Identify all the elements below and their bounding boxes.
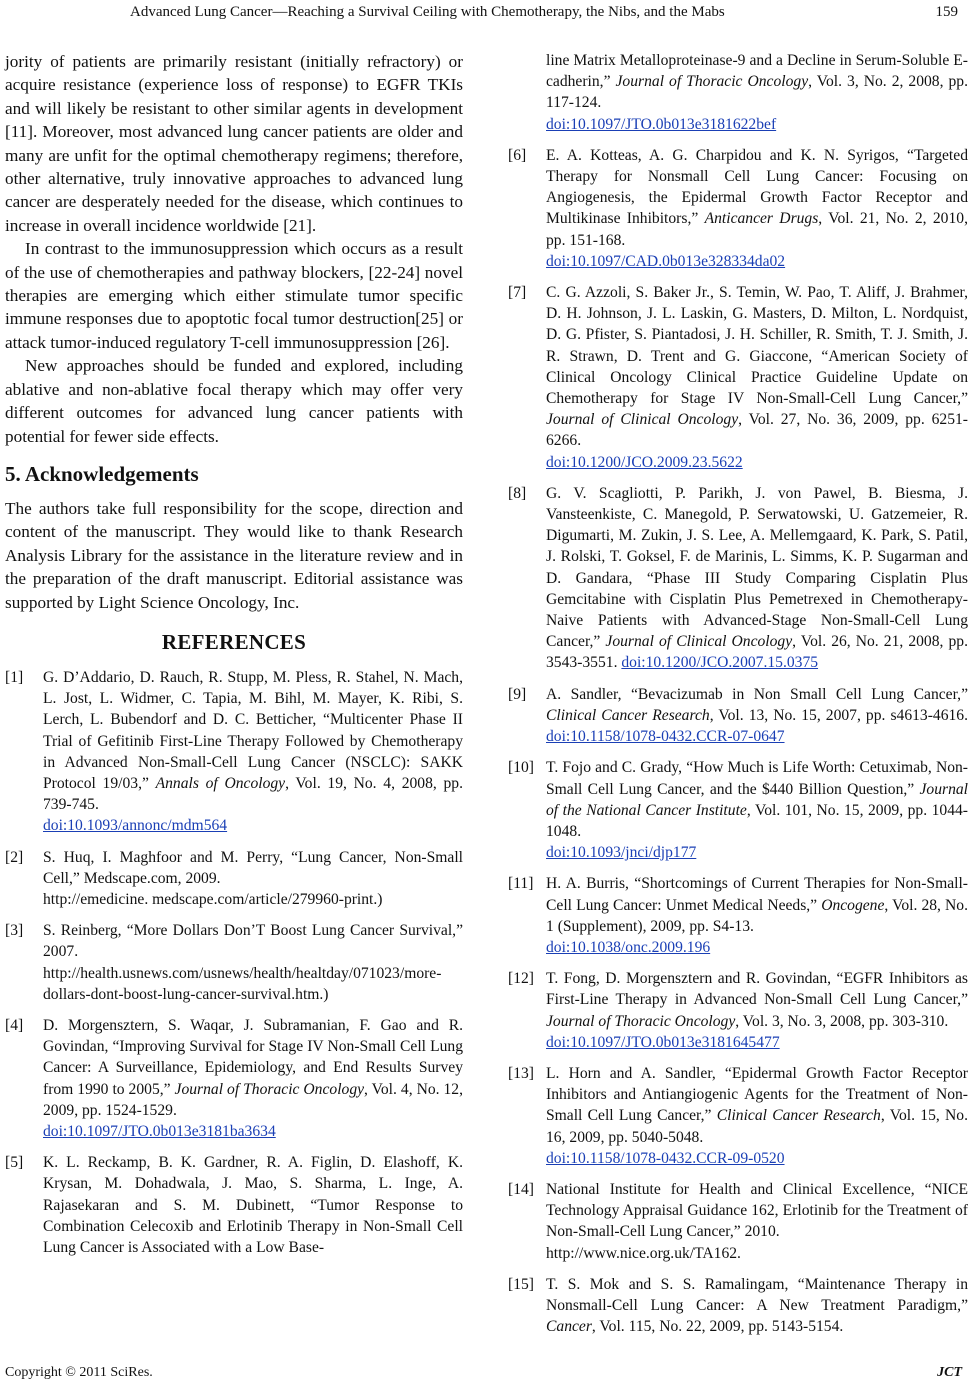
reference-text: T. Fong, D. Morgensztern and R. Govindan, “EGFR Inhibitors as First-Line Therapy in Advanced Non-Small Cell Lung Cancer,” Journal of Thoracic Oncology, Vol. 3, No. 3, 2008, pp. 303-310. doi:10.1097/JTO.0b013e3181645477	[546, 968, 968, 1053]
reference-text: L. Horn and A. Sandler, “Epidermal Growth Factor Receptor Inhibitors and Antiangiogenic Agents for the Treatment of Non-Small Cell Lung Cancer,” Clinical Cancer Research, Vol. 15, No. 16, 2009, pp. 5040-5048. doi:10.1158/1078-0432.CCR-09-0520	[546, 1063, 968, 1169]
reference-number: [7]	[508, 284, 527, 302]
reference-item	[508, 684, 968, 748]
reference-list-right	[508, 145, 968, 1338]
right-column	[508, 50, 968, 1347]
reference-number: [6]	[508, 146, 527, 164]
running-title: Advanced Lung Cancer—Reaching a Survival Ceiling with Chemotherapy, the Nibs, and the Mabs	[130, 4, 725, 20]
reference-url: http://health.usnews.com/usnews/health/healtday/071023/more-dollars-dont-boost-lung-cancer-survival.htm.)	[43, 964, 442, 1003]
reference-url: http://emedicine. medscape.com/article/279960-print.)	[43, 890, 383, 908]
journal-title: Clinical Cancer Research	[546, 706, 710, 724]
reference-text: G. V. Scagliotti, P. Parikh, J. von Pawel, B. Biesma, J. Vansteenkiste, C. Manegold, P. Serwatowski, U. Gatzemeier, R. Digumarti, M. Zukin, J. S. Lee, A. Mellemgaard, K. Park, S. Patil, J. Rolski, T. Goksel, F. de Marinis, L. Simms, K. P. Sugarman and D. Gandara, “Phase III Study Comparing Cisplatin Plus Gemcitabine with Cisplatin Plus Pemetrexed in Chemotherapy-Naive Patients with Advanced-Stage Non-Small-Cell Lung Cancer,” Journal of Clinical Oncology, Vol. 26, No. 21, 2008, pp. 3543-3551. doi:10.1200/JCO.2007.15.0375	[546, 484, 968, 672]
journal-title: Journal of Thoracic Oncology	[546, 1012, 736, 1030]
reference-text: T. Fojo and C. Grady, “How Much is Life Worth: Cetuximab, Non-Small Cell Lung Cancer, and the $440 Billion Question,” Journal of the National Cancer Institute, Vol. 101, No. 15, 2009, pp. 1044-1048. doi:10.1093/jnci/djp177	[546, 757, 968, 863]
reference-item	[508, 1063, 968, 1169]
reference-list-left	[5, 667, 463, 1258]
reference-text: G. D’Addario, D. Rauch, R. Stupp, M. Pless, R. Stahel, N. Mach, L. Jost, L. Widmer, C. Tapia, M. Bihl, M. Mayer, K. Ribi, S. Lerch, L. Bubendorf and D. C. Betticher, “Multicenter Phase II Trial of Gefitinib First-Line Therapy Followed by Chemotherapy in Advanced Non-Small-Cell Lung Cancer (NSCLC): SAKK Protocol 19/03,” Annals of Oncology, Vol. 19, No. 4, 2008, pp. 739-745. doi:10.1093/annonc/mdm564	[43, 667, 463, 837]
journal-title: Journal of Clinical Oncology	[605, 633, 793, 651]
reference-text: S. Reinberg, “More Dollars Don’T Boost Lung Cancer Survival,” 2007. http://health.usnews.com/usnews/health/healtday/071023/more-dollars-dont-boost-lung-cancer-survival.htm.)	[43, 920, 463, 1005]
reference-item	[508, 483, 968, 674]
doi-link[interactable]: doi:10.1158/1078-0432.CCR-09-0520	[546, 1149, 785, 1167]
reference-text: A. Sandler, “Bevacizumab in Non Small Cell Lung Cancer,” Clinical Cancer Research, Vol. 13, No. 15, 2007, pp. s4613-4616. doi:10.1158/1078-0432.CCR-07-0647	[546, 685, 968, 746]
reference-item	[5, 667, 463, 837]
reference-number: [11]	[508, 875, 534, 893]
reference-url: http://www.nice.org.uk/TA162.	[546, 1244, 741, 1262]
reference-number: [8]	[508, 484, 527, 502]
doi-link[interactable]: doi:10.1097/JTO.0b013e3181622bef	[546, 115, 777, 133]
reference-text: C. G. Azzoli, S. Baker Jr., S. Temin, W. Pao, T. Aliff, J. Brahmer, D. H. Johnson, J. L. Laskin, G. Masters, D. Milton, L. Nordquist, D. G. Pfister, S. Piantadosi, J. H. Schiller, R. Smith, T. J. Smith, J. R. Strawn, D. Trent and G. Giaccone, “American Society of Clinical Oncology Clinical Practice Guideline Update on Chemotherapy for Stage IV Non-Small-Cell Lung Cancer,” Journal of Clinical Oncology, Vol. 27, No. 36, 2009, pp. 6251-6266. doi:10.1200/JCO.2009.23.5622	[546, 282, 968, 473]
reference-text: T. S. Mok and S. S. Ramalingam, “Maintenance Therapy in Nonsmall-Cell Lung Cancer: A New Treatment Paradigm,” Cancer, Vol. 115, No. 22, 2009, pp. 5143-5154.	[546, 1275, 968, 1336]
reference-text: National Institute for Health and Clinical Excellence, “NICE Technology Appraisal Guidance 162, Erlotinib for the Treatment of Non-Small-Cell Lung Cancer,” 2010. http://www.nice.org.uk/TA162.	[546, 1179, 968, 1264]
reference-item	[5, 847, 463, 911]
acknowledgements-text: The authors take full responsibility for the scope, direction and content of the manuscript. They would like to thank Research Analysis Library for the assistance in the literature review and in the preparation of the draft manuscript. Editorial assistance was supported by Light Science Oncology, Inc.	[5, 498, 463, 612]
doi-link[interactable]: doi:10.1097/CAD.0b013e328334da02	[546, 252, 786, 270]
reference-item	[508, 1274, 968, 1338]
doi-link[interactable]: doi:10.1097/JTO.0b013e3181ba3634	[43, 1123, 276, 1140]
journal-title: Journal of Thoracic Oncology	[174, 1080, 365, 1098]
journal-title: Annals of Oncology	[155, 774, 286, 792]
journal-title: Oncogene	[821, 896, 885, 914]
journal-title: Anticancer Drugs	[704, 210, 819, 228]
reference-5-continued: line Matrix Metalloproteinase-9 and a Decline in Serum-Soluble E-cadherin,” Journal of Thoracic Oncology, Vol. 3, No. 2, 2008, pp. 117-124. doi:10.1097/JTO.0b013e3181622bef	[508, 50, 968, 135]
doi-link[interactable]: doi:10.1200/JCO.2009.23.5622	[546, 453, 743, 471]
reference-text: K. L. Reckamp, B. K. Gardner, R. A. Figlin, D. Elashoff, K. Krysan, M. Dohadwala, J. Mao, S. Sharma, L. Inge, A. Rajasekaran and S. M. Dubinett, “Tumor Response to Combination Celecoxib and Erlotinib Therapy in Non-Small Cell Lung Cancer is Associated with a Low Base-	[43, 1154, 463, 1257]
reference-item	[508, 757, 968, 863]
reference-item	[5, 920, 463, 1005]
reference-text: S. Huq, I. Maghfoor and M. Perry, “Lung Cancer, Non-Small Cell,” Medscape.com, 2009. http://emedicine. medscape.com/article/279960-print.)	[43, 847, 463, 911]
reference-number: [12]	[508, 970, 534, 988]
reference-number: [1]	[5, 668, 24, 686]
journal-abbreviation: JCT	[937, 1365, 962, 1380]
journal-title: Journal of the National Cancer Institute	[546, 780, 968, 819]
reference-number: [3]	[5, 922, 24, 940]
reference-item	[508, 145, 968, 272]
reference-item	[508, 968, 968, 1053]
journal-title: Clinical Cancer Research	[716, 1107, 881, 1125]
doi-link[interactable]: doi:10.1200/JCO.2007.15.0375	[621, 654, 819, 672]
journal-title: Cancer	[546, 1318, 592, 1336]
doi-link[interactable]: doi:10.1158/1078-0432.CCR-07-0647	[546, 728, 785, 746]
body-paragraph-2: In contrast to the immunosuppression which occurs as a result of the use of chemotherapies and pathway blockers, [22-24] novel therapies are emerging which either stimulate tumor specific immune responses due to apoptotic focal tumor destruction[25] or attack tumor-induced regulatory T-cell immunosuppression [26].	[5, 239, 463, 352]
reference-number: [13]	[508, 1064, 534, 1082]
reference-item	[5, 1152, 463, 1258]
reference-number: [5]	[5, 1154, 24, 1172]
reference-text: H. A. Burris, “Shortcomings of Current Therapies for Non-Small-Cell Lung Cancer: Unmet Medical Needs,” Oncogene, Vol. 28, No. 1 (Supplement), 2009, pp. S4-13. doi:10.1038/onc.2009.196	[546, 873, 968, 958]
doi-link[interactable]: doi:10.1093/jnci/djp177	[546, 844, 697, 862]
body-paragraph-1: jority of patients are primarily resistant (initially refractory) or acquire resistance (experience loss of response) to EGFR TKIs and will likely be resistant to other similar agents in development [11]. Moreover, most advanced lung cancer patients are older and many are unfit for the optimal chemotherapy regimens; therefore, other alternative, truly innovative approaches to advanced lung cancer are desperately needed for the disease, which continues to increase in overall incidence worldwide [21].	[5, 52, 463, 235]
reference-number: [15]	[508, 1275, 534, 1293]
reference-text: E. A. Kotteas, A. G. Charpidou and K. N. Syrigos, “Targeted Therapy for Nonsmall Cell Lung Cancer: Focusing on Angiogenesis, the Epidermal Growth Factor Receptor and Multikinase Inhibitors,” Anticancer Drugs, Vol. 21, No. 2, 2010, pp. 151-168. doi:10.1097/CAD.0b013e328334da02	[546, 145, 968, 272]
running-header	[0, 4, 970, 28]
acknowledgements-heading: 5. Acknowledgements	[5, 461, 199, 486]
reference-number: [2]	[5, 848, 24, 866]
left-column	[5, 50, 463, 1268]
reference-item	[508, 1179, 968, 1264]
doi-link[interactable]: doi:10.1038/onc.2009.196	[546, 938, 711, 956]
copyright-notice: Copyright © 2011 SciRes.	[5, 1365, 153, 1380]
journal-title: Journal of Clinical Oncology	[546, 411, 739, 429]
references-heading: REFERENCES	[161, 629, 307, 654]
reference-text: D. Morgensztern, S. Waqar, J. Subramanian, F. Gao and R. Govindan, “Improving Survival for Stage IV Non-Small Cell Lung Cancer: A Surveillance, Epidemiology, and End Results Survey from 1990 to 2005,” Journal of Thoracic Oncology, Vol. 4, No. 12, 2009, pp. 1524-1529. doi:10.1097/JTO.0b013e3181ba3634	[43, 1015, 463, 1142]
reference-number: [4]	[5, 1016, 24, 1034]
page-number: 159	[935, 4, 958, 20]
body-paragraph-3: New approaches should be funded and explored, including ablative and non-ablative focal therapy which may offer very different outcomes for advanced lung cancer patients with potential for fewer side effects.	[5, 356, 463, 446]
reference-number: [9]	[508, 685, 527, 703]
reference-item	[5, 1015, 463, 1142]
reference-number: [14]	[508, 1180, 534, 1198]
reference-item	[508, 873, 968, 958]
reference-item	[508, 282, 968, 473]
doi-link[interactable]: doi:10.1097/JTO.0b013e3181645477	[546, 1033, 780, 1051]
doi-link[interactable]: doi:10.1093/annonc/mdm564	[43, 817, 228, 835]
reference-number: [10]	[508, 759, 534, 777]
